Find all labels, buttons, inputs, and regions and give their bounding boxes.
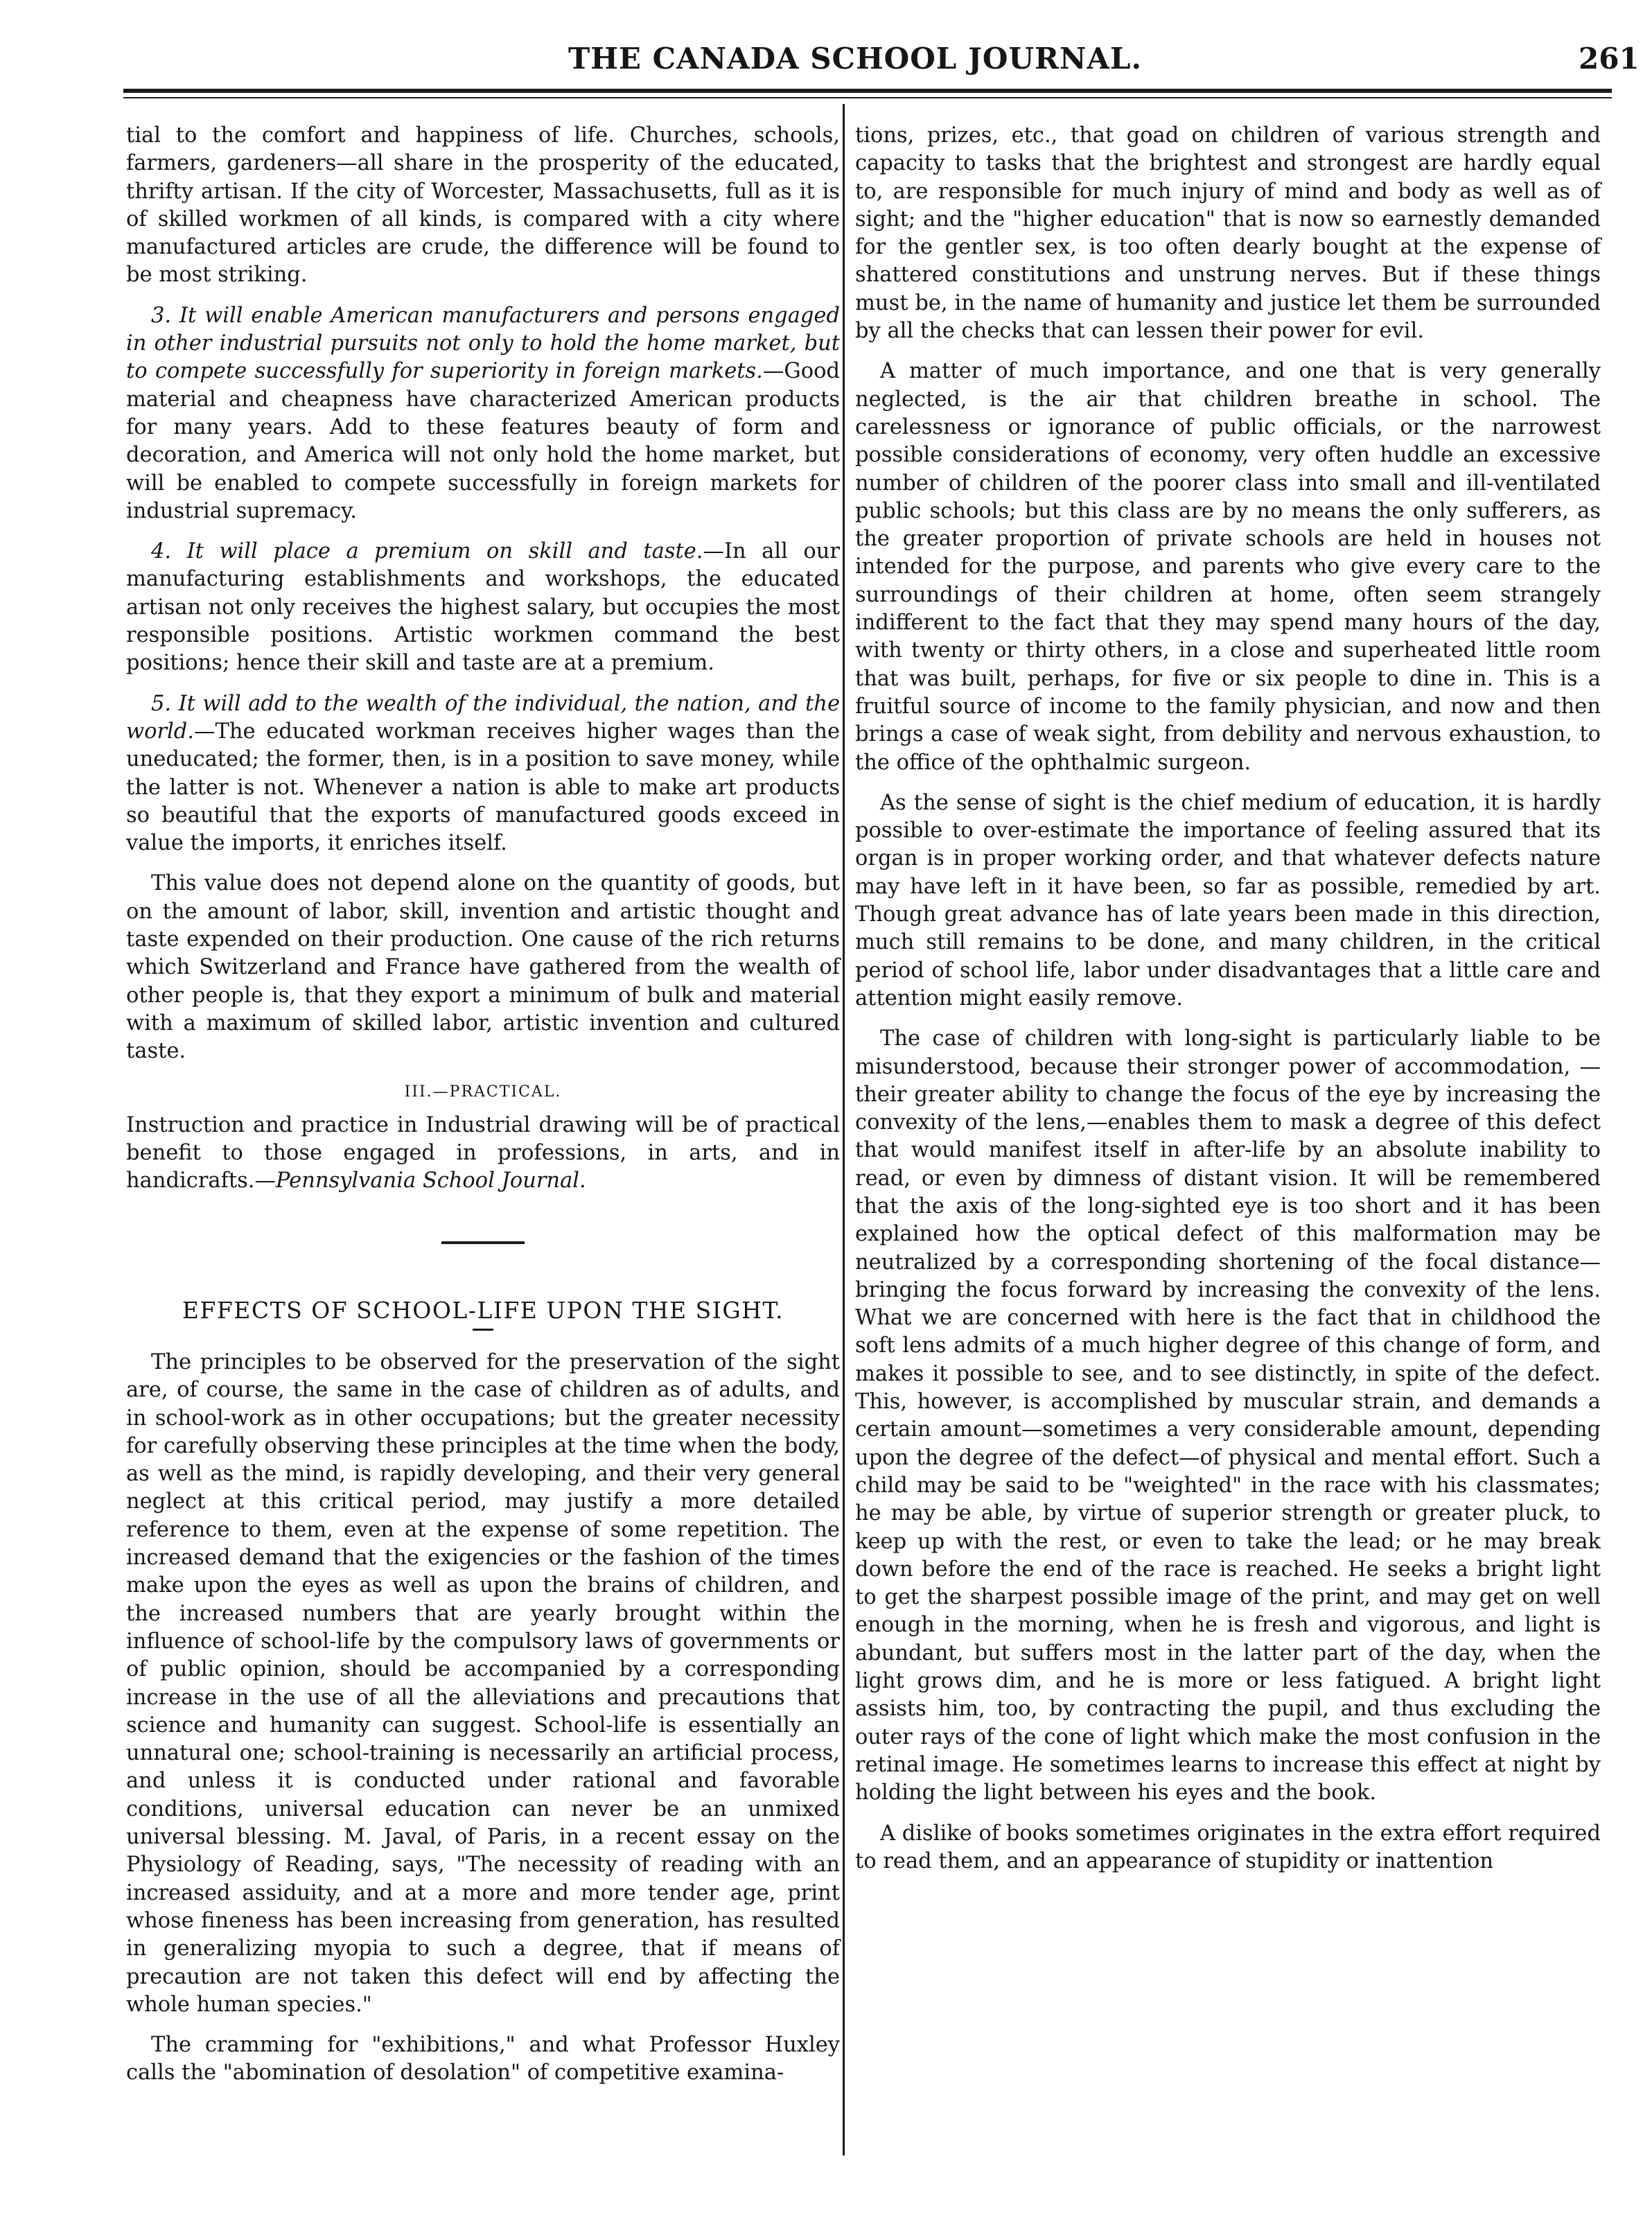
article-divider [441, 1241, 525, 1244]
paragraph-body: —In all our manufacturing establishments and workshops, the educated artisan not only receives the highest salary, but occupies the most responsible positions. Artistic workmen command the best positions; hence their skill and taste are at a premium. [126, 539, 840, 676]
paragraph-body: Instruction and practice in Industrial drawing will be of practical benefit to those engaged in professions, in arts, and in handicrafts.— [126, 1112, 840, 1193]
paragraph: tions, prizes, etc., that goad on children of various strength and capacity to tasks that the brightest and strongest are hardly equal to, are responsible for much injury of mind and body as well as of sight; and the "higher education" that is now so earnestly demanded for the gentler sex, is too often dearly bought at the expense of shattered constitutions and unstrung nerves. But if these things must be, in the name of humanity and justice let them be surrounded by all the checks that can lessen their power for evil. [855, 123, 1601, 344]
page-header [0, 37, 1652, 79]
journal-title: THE CANADA SCHOOL JOURNAL. [568, 42, 1143, 76]
title-underline [473, 1329, 493, 1331]
header-rule-thin [123, 97, 1612, 98]
paragraph: A matter of much importance, and one that is very generally neglected, is the air that children breathe in school. The carelessness or ignorance of public officials, or the narrowest possible considerations of economy, very often huddle an excessive number of children of the poorer class into small and ill-ventilated public schools; but this class are by no means the only sufferers, as the greater proportion of private schools are held in houses not intended for the purpose, and parents who give every care to the surroundings of their children at home, often seem strangely indifferent to the fact that they may spend many hours of the day, with twenty or thirty others, in a close and superheated little room that was built, perhaps, for five or six people to dine in. This is a fruitful source of income to the family physician, and now and then brings a case of weak sight, from debility and nervous exhaustion, to the office of the ophthalmic surgeon. [855, 359, 1601, 775]
page-number: 261 [1579, 42, 1640, 76]
right-column [855, 122, 1601, 1888]
section-heading: III.—PRACTICAL. [404, 1083, 562, 1101]
paragraph: A dislike of books sometimes originates in the extra effort required to read them, and an appearance of stupidity or inattention [855, 1821, 1601, 1873]
column-separator [843, 104, 845, 2155]
numbered-point-lead: 5. It will add to the wealth of the individual, the nation, and the world. [126, 691, 840, 744]
numbered-point-lead: 4. It will place a premium on skill and taste. [151, 539, 703, 564]
paragraph: tial to the comfort and happiness of life. Churches, schools, farmers, gardeners—all share in the prosperity of the educated, thrifty artisan. If the city of Worcester, Massachusetts, full as it is of skilled workmen of all kinds, is compared with a city where manufactured articles are crude, the difference will be found to be most striking. [126, 123, 840, 288]
paragraph-body: —The educated workman receives higher wages than the uneducated; the former, then, is in a position to save money, while the latter is not. Whenever a nation is able to make art products so beautiful that the exports of manufactured goods exceed in value the imports, it enriches itself. [126, 719, 840, 856]
paragraph: This value does not depend alone on the quantity of goods, but on the amount of labor, skill, invention and artistic thought and taste expended on their production. One cause of the rich returns which Switzerland and France have gathered from the wealth of other people is, that they export a minimum of bulk and material with a maximum of skilled labor, artistic invention and cultured taste. [126, 871, 840, 1064]
paragraph [126, 302, 840, 525]
paragraph: The principles to be observed for the preservation of the sight are, of course, the same in the case of children as of adults, and in school-work as in other occupations; but the greater necessity for carefully observing these principles at the time when the body, as well as the mind, is rapidly developing, and their very general neglect at this critical period, may justify a more detailed reference to them, even at the expense of some repetition. The increased demand that the exigencies or the fashion of the times make upon the eyes as well as upon the brains of children, and the increased numbers that are yearly brought within the influence of school-life by the compulsory laws of governments or of public opinion, should be accompanied by a corresponding increase in the use of all the alleviations and precautions that science and humanity can suggest. School-life is essentially an unnatural one; school-training is necessarily an artificial process, and unless it is conducted under rational and favorable conditions, universal education can never be an unmixed universal blessing. M. Javal, of Paris, in a recent essay on the Physiology of Reading, says, "The necessity of reading with an increased assiduity, and at a more and more tender age, print whose fineness has been increasing from generation, has resulted in generalizing myopia to such a degree, that if means of precaution are not taken this defect will end by affecting the whole human species." [126, 1349, 840, 2017]
left-column [126, 122, 840, 2100]
numbered-point-lead: 3. It will enable American manufacturers and persons engaged in other industrial pursuits not only to hold the home market, but to compete successfully for superiority in foreign markets. [126, 303, 840, 384]
paragraph [126, 538, 840, 677]
paragraph: As the sense of sight is the chief medium of education, it is hardly possible to over-estimate the importance of feeling assured that its organ is in proper working order, and that whatever defects nature may have left in it have been, so far as possible, remedied by art. Though great advance has of late years been made in this direction, much still remains to be done, and many children, in the critical period of school life, labor under disadvantages that a little care and attention might easily remove. [855, 790, 1601, 1011]
paragraph: The case of children with long-sight is particularly liable to be misunderstood, because their stronger power of accommodation, —their greater ability to change the focus of the eye by increasing the convexity of the lens,—enables them to mask a degree of this defect that would manifest itself in after-life by an absolute inability to read, or even by dimness of distant vision. It will be remembered that the axis of the long-sighted eye is too short and it has been explained how the optical defect of this malformation may be neutralized by a corresponding shortening of the focal distance—bringing the focus forward by increasing the convexity of the lens. What we are concerned with here is the fact that in childhood the soft lens admits of a much higher degree of this change of form, and makes it possible to see, and to see distinctly, in spite of the defect. This, however, is accomplished by muscular strain, and demands a certain amount—sometimes a very considerable amount, depending upon the degree of the defect—of physical and mental effort. Such a child may be said to be "weighted" in the race with his classmates; he may be able, by virtue of superior strength or greater pluck, to keep up with the rest, or even to take the lead; or he may break down before the end of the race is reached. He seeks a bright light to get the sharpest possible image of the print, and may get on well enough in the morning, when he is fresh and vigorous, and light is abundant, but suffers most in the latter part of the day, when the light grows dim, and he is more or less fatigued. A bright light assists him, too, by contracting the pupil, and thus excluding the outer rays of the cone of light which make the most confusion in the retinal image. He sometimes learns to increase this effect at night by holding the light between his eyes and the book. [855, 1026, 1601, 1805]
header-rule-thick [123, 89, 1612, 93]
paragraph [126, 690, 840, 858]
paragraph: The cramming for "exhibitions," and what Professor Huxley calls the "abomination of desolation" of competitive examina- [126, 2033, 840, 2085]
article-title: EFFECTS OF SCHOOL-LIFE UPON THE SIGHT. [182, 1296, 784, 1324]
paragraph [126, 1112, 840, 1196]
source-citation: Pennsylvania School Journal. [276, 1169, 586, 1193]
paragraph-body: —Good material and cheapness have characterized American products for many years. Add to these features beauty of form and decoration, and America will not only hold the home market, but will be enabled to compete successfully in foreign markets for industrial supremacy. [126, 359, 840, 523]
